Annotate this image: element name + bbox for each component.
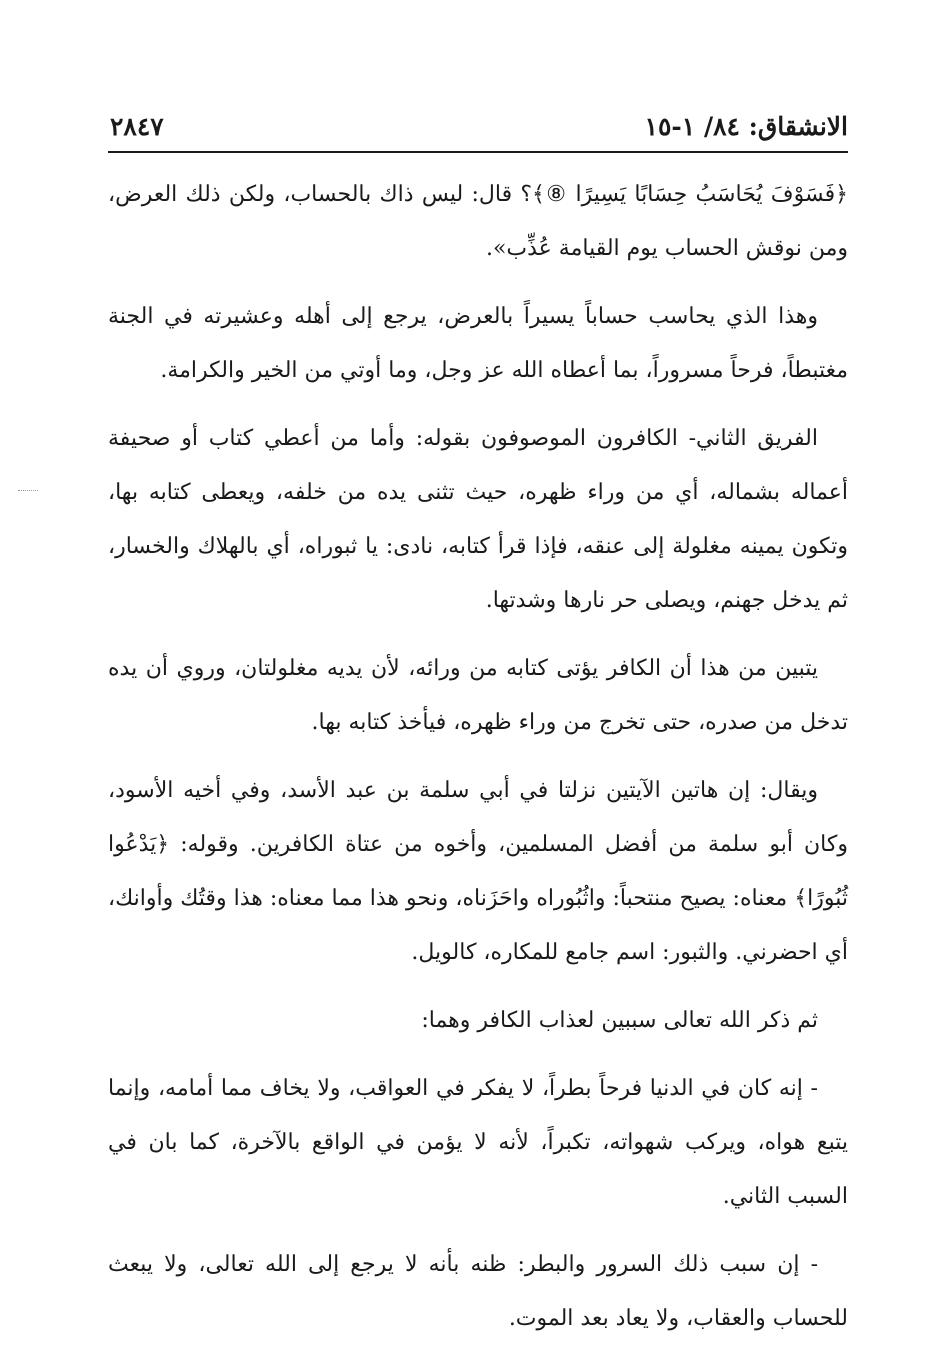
paragraph: - إن سبب ذلك السرور والبطر: ظنه بأنه لا يرجع إلى الله تعالى، ولا يبعث للحساب والعقاب، ولا يعاد بعد الموت. <box>108 1252 848 1331</box>
paragraph-verse: ﴿فَسَوْفَ يُحَاسَبُ حِسَابًا يَسِيرًا ⑧﴾؟ قال: ليس ذاك بالحساب، ولكن ذلك العرض، ومن نوقش الحساب يوم القيامة عُذِّب». <box>108 182 848 261</box>
paragraph: يتبين من هذا أن الكافر يؤتى كتابه من ورائه، لأن يديه مغلولتان، وروي أن يده تدخل من صدره، حتى تخرج من وراء ظهره، فيأخذ كتابه بها. <box>108 656 848 735</box>
paragraph: وهذا الذي يحاسب حساباً يسيراً بالعرض، يرجع إلى أهله وعشيرته في الجنة مغتبطاً، فرحاً مسروراً، بما أعطاه الله عز وجل، وما أوتي من الخير والكرامة. <box>108 304 848 383</box>
running-header <box>108 112 848 148</box>
paragraph: ويقال: إن هاتين الآيتين نزلتا في أبي سلمة بن عبد الأسد، وفي أخيه الأسود، وكان أبو سلمة من أفضل المسلمين، وأخوه من عتاة الكافرين. وقوله: ﴿يَدْعُوا ثُبُورًا﴾ معناه: يصيح منتحباً: واثُبُوراه واحَزَناه، ونحو هذا مما معناه: هذا وقتُك وأوانك، أي احضرني. والثبور: اسم جامع للمكاره، كالويل. <box>108 778 848 965</box>
paragraph: ثم ذكر الله تعالى سببين لعذاب الكافر وهما: <box>421 1008 818 1033</box>
body-text <box>108 168 848 1360</box>
margin-mark <box>18 490 38 491</box>
page-number: ٢٨٤٧ <box>110 112 164 141</box>
chapter-title: الانشقاق: ٨٤/ ١-١٥ <box>644 112 848 141</box>
paragraph: - إنه كان في الدنيا فرحاً بطراً، لا يفكر في العواقب، ولا يخاف مما أمامه، وإنما يتبع هواه، ويركب شهواته، تكبراً، لأنه لا يؤمن في الواقع بالآخرة، كما بان في السبب الثاني. <box>108 1076 848 1209</box>
paragraph: الفريق الثاني- الكافرون الموصوفون بقوله: وأما من أعطي كتاب أو صحيفة أعماله بشماله، أي من وراء ظهره، حيث تثنى يده من خلفه، ويعطى كتابه بها، وتكون يمينه مغلولة إلى عنقه، فإذا قرأ كتابه، نادى: يا ثبوراه، أي بالهلاك والخسار، ثم يدخل جهنم، ويصلى حر نارها وشدتها. <box>108 426 848 613</box>
header-rule <box>108 151 848 153</box>
